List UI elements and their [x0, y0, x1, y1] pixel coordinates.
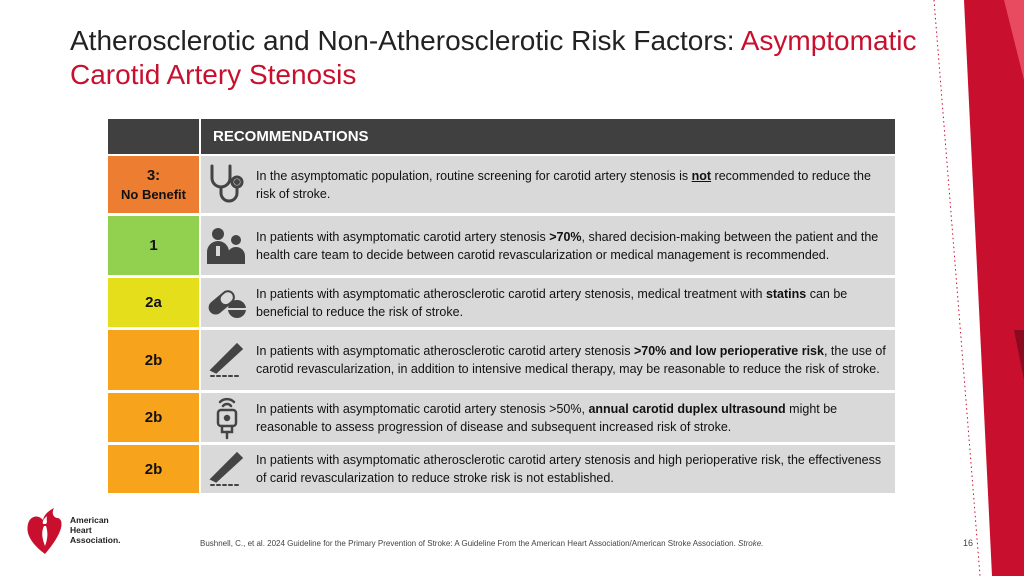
cor-cell — [108, 445, 199, 493]
recommendation-cell — [201, 278, 895, 327]
cor-label: 2b — [144, 351, 163, 369]
cor-label: 2a — [145, 294, 162, 311]
header-cor-cell — [108, 119, 199, 154]
recommendation-text: In patients with asymptomatic carotid artery stenosis >70%, shared decision-making between the patient and the health care team to decide between carotid revascularization or medical management is recommended. — [256, 229, 879, 262]
header-recommendations: RECOMMENDATIONS — [201, 119, 895, 154]
cor-sublabel: No Benefit — [121, 187, 186, 202]
table-row — [108, 278, 895, 327]
recommendation-cell — [201, 330, 895, 390]
recommendation-cell — [201, 393, 895, 442]
cor-label: 2b — [144, 460, 163, 478]
cor-cell — [108, 393, 199, 442]
cor-cell — [108, 156, 199, 213]
table-row — [108, 156, 895, 213]
slide-title — [70, 24, 950, 94]
page-number: 16 — [963, 538, 974, 548]
recommendation-text: In patients with asymptomatic atherosclerotic carotid artery stenosis >70% and low perioperative risk, the use of carotid revascularization, in addition to intensive medical therapy, may be reasonable to reduce the risk of stroke. — [256, 344, 886, 376]
recommendation-text: In patients with asymptomatic atherosclerotic carotid artery stenosis, medical treatment with statins can be beneficial to reduce the risk of stroke. — [256, 286, 848, 319]
logo-text: American Heart Association. — [70, 515, 121, 545]
recommendation-cell — [201, 445, 895, 493]
aha-logo — [24, 502, 134, 558]
title-accent: Asymptomatic — [740, 25, 917, 56]
table-header — [108, 119, 895, 154]
recommendation-cell — [201, 156, 895, 213]
cor-label: 1 — [149, 237, 158, 254]
stethoscope-icon — [203, 161, 251, 209]
title-line2: Carotid Artery Stenosis — [70, 59, 357, 90]
title-main: Atherosclerotic and Non-Atherosclerotic Risk Factors: — [70, 25, 741, 56]
cor-label: 3: — [146, 167, 161, 184]
cor-cell — [108, 330, 199, 390]
ultrasound-probe-icon — [203, 394, 251, 442]
table-row — [108, 216, 895, 275]
table-row — [108, 330, 895, 390]
table-row — [108, 445, 895, 493]
scalpel-icon — [203, 336, 251, 384]
recommendations-table — [108, 119, 895, 496]
recommendation-text: In patients with asymptomatic atherosclerotic carotid artery stenosis and high perioperative risk, the effectiveness of carid revascularization to reduce stroke risk is not established. — [256, 453, 882, 485]
scalpel-icon — [203, 445, 251, 493]
recommendation-text: In the asymptomatic population, routine screening for carotid artery stenosis is not recommended to reduce the risk of stroke. — [256, 168, 871, 201]
recommendation-text: In patients with asymptomatic carotid artery stenosis >50%, annual carotid duplex ultrasound might be reasonable to assess progression of disease and subsequent increased risk of stroke. — [256, 401, 838, 434]
recommendation-cell — [201, 216, 895, 275]
pill-icon — [203, 279, 251, 327]
citation: Bushnell, C., et al. 2024 Guideline for the Primary Prevention of Stroke: A Guideline From the American Heart Association/American Stroke Association. Stroke. — [200, 539, 764, 548]
cor-cell — [108, 216, 199, 275]
patient-provider-icon — [203, 222, 251, 270]
heart-torch-icon — [24, 504, 66, 556]
table-row — [108, 393, 895, 442]
cor-cell — [108, 278, 199, 327]
cor-label: 2b — [144, 409, 163, 426]
